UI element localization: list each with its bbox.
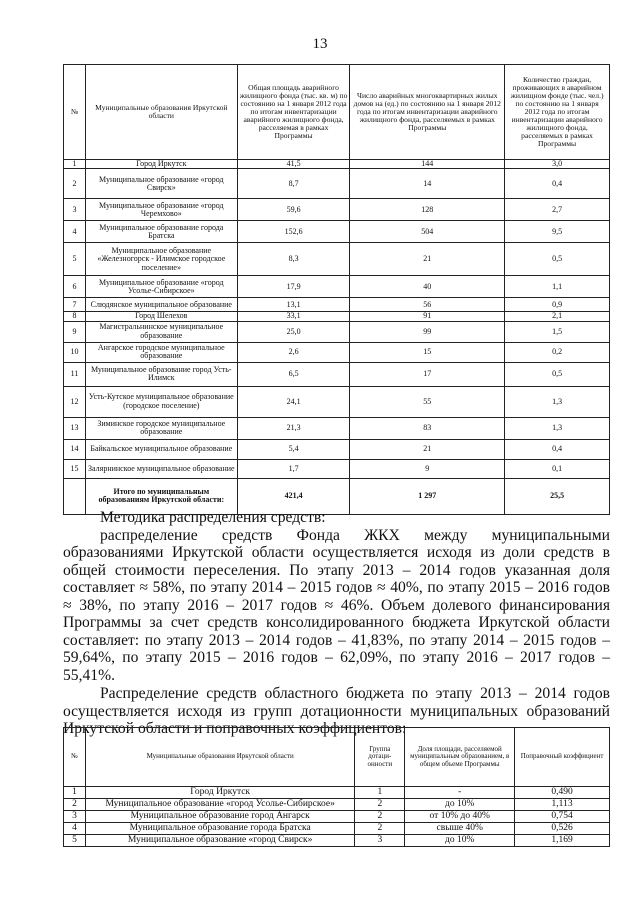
table-cell: 14 bbox=[64, 439, 86, 459]
table-cell: 15 bbox=[64, 459, 86, 478]
table-cell: 11 bbox=[64, 362, 86, 386]
table-cell: 55 bbox=[350, 386, 505, 417]
table-cell: 4 bbox=[64, 221, 86, 243]
table-cell: Город Шелехов bbox=[85, 312, 237, 321]
table-row bbox=[64, 811, 610, 823]
table-cell: 0,2 bbox=[505, 342, 610, 362]
table-cell: 83 bbox=[350, 417, 505, 439]
table-cell: до 10% bbox=[405, 835, 515, 847]
table-cell: 1,113 bbox=[515, 799, 610, 811]
table-cell: 0,526 bbox=[515, 823, 610, 835]
table-cell: Муниципальное образование «Железногорск - Илимское городское поселение» bbox=[85, 243, 237, 276]
table-cell: 128 bbox=[350, 199, 505, 221]
table-row bbox=[64, 439, 610, 459]
table-cell: 1,5 bbox=[505, 321, 610, 342]
table-row bbox=[64, 386, 610, 417]
table-row bbox=[64, 799, 610, 811]
table-cell: - bbox=[405, 787, 515, 799]
table-cell: 1,3 bbox=[505, 417, 610, 439]
table-row bbox=[64, 298, 610, 312]
table-cell: 21,3 bbox=[237, 417, 350, 439]
table-cell: 40 bbox=[350, 276, 505, 298]
table-cell: 1 bbox=[355, 787, 405, 799]
table-cell: Муниципальное образование города Братска bbox=[85, 823, 354, 835]
table-cell: Муниципальное образование «город Свирск» bbox=[85, 169, 237, 199]
table-cell: Залярнинское муниципальное образование bbox=[85, 459, 237, 478]
table-cell: 0,4 bbox=[505, 169, 610, 199]
table-cell: Муниципальное образование «город Усолье-Сибирское» bbox=[85, 276, 237, 298]
table-cell: 6,5 bbox=[237, 362, 350, 386]
table-row bbox=[64, 362, 610, 386]
table-cell: Муниципальное образование город Ангарск bbox=[85, 811, 354, 823]
header-cell: № bbox=[64, 65, 86, 160]
table-row bbox=[64, 221, 610, 243]
table-cell: 0,5 bbox=[505, 243, 610, 276]
table-cell: 12 bbox=[64, 386, 86, 417]
header-cell: Число аварийных многоквартирных жилых домов на (ед.) по состоянию на 1 января 2012 года по итогам инвентаризации аварийного жилищного фонда, расселяемых в рамках Программы bbox=[350, 65, 505, 160]
table-row bbox=[64, 321, 610, 342]
table-cell: 9,5 bbox=[505, 221, 610, 243]
total-cell: 25,5 bbox=[505, 478, 610, 514]
header-cell: № bbox=[64, 728, 86, 787]
table-row bbox=[64, 459, 610, 478]
header-cell: Муниципальные образования Иркутской области bbox=[85, 728, 354, 787]
table-cell: 4 bbox=[64, 823, 86, 835]
table-cell: Муниципальное образование «город Свирск» bbox=[85, 835, 354, 847]
table-cell: 99 bbox=[350, 321, 505, 342]
table-cell: 13 bbox=[64, 417, 86, 439]
header-cell: Поправочный коэффициент bbox=[515, 728, 610, 787]
table-cell: 5,4 bbox=[237, 439, 350, 459]
table-cell: 0,754 bbox=[515, 811, 610, 823]
table-cell: 2 bbox=[355, 811, 405, 823]
housing-table bbox=[63, 64, 610, 515]
table-cell: Город Иркутск bbox=[85, 160, 237, 169]
header-cell: Группа дотаци-онности bbox=[355, 728, 405, 787]
table-cell: Город Иркутск bbox=[85, 787, 354, 799]
table-row bbox=[64, 823, 610, 835]
table-row bbox=[64, 417, 610, 439]
table-cell: 24,1 bbox=[237, 386, 350, 417]
table-cell: 15 bbox=[350, 342, 505, 362]
table-cell: 1 bbox=[64, 160, 86, 169]
table-row bbox=[64, 312, 610, 321]
table-cell: 5 bbox=[64, 243, 86, 276]
table-cell: 504 bbox=[350, 221, 505, 243]
table-cell: 1,3 bbox=[505, 386, 610, 417]
table-row bbox=[64, 787, 610, 799]
table-cell: 1,1 bbox=[505, 276, 610, 298]
table-cell: 13,1 bbox=[237, 298, 350, 312]
total-cell: Итого по муниципальным образованиям Иркутской области: bbox=[85, 478, 237, 514]
table-row bbox=[64, 835, 610, 847]
table-row bbox=[64, 276, 610, 298]
table-cell: 56 bbox=[350, 298, 505, 312]
table-row bbox=[64, 169, 610, 199]
section-text bbox=[63, 509, 610, 738]
table-cell: 3 bbox=[64, 811, 86, 823]
total-cell: 421,4 bbox=[237, 478, 350, 514]
header-cell: Количество граждан, проживающих в аварийном жилищном фонде (тыс. чел.) по состоянию на 1 января 2012 года по итогам инвентаризации аварийного жилищного фонда, расселяемых в рамках Программы bbox=[505, 65, 610, 160]
page-number: 13 bbox=[312, 36, 328, 52]
table-cell: 21 bbox=[350, 439, 505, 459]
table-cell: 25,0 bbox=[237, 321, 350, 342]
table-cell: Слюдянское муниципальное образование bbox=[85, 298, 237, 312]
table-cell: 10 bbox=[64, 342, 86, 362]
table-cell: 1,7 bbox=[237, 459, 350, 478]
table-cell: 0,9 bbox=[505, 298, 610, 312]
table-cell: 0,490 bbox=[515, 787, 610, 799]
table-row bbox=[64, 342, 610, 362]
table-cell: 0,1 bbox=[505, 459, 610, 478]
table-cell: 17 bbox=[350, 362, 505, 386]
header-cell: Доля площади, расселяемой муниципальным образованием, в общем объеме Программы bbox=[405, 728, 515, 787]
table-cell: 2,6 bbox=[237, 342, 350, 362]
table-cell: 59,6 bbox=[237, 199, 350, 221]
coefficient-table bbox=[63, 727, 610, 847]
table-cell: 14 bbox=[350, 169, 505, 199]
table-cell: 3 bbox=[355, 835, 405, 847]
table-cell: 2 bbox=[355, 823, 405, 835]
table-row bbox=[64, 243, 610, 276]
table-cell: 8,7 bbox=[237, 169, 350, 199]
table-row bbox=[64, 160, 610, 169]
table-cell: 2,7 bbox=[505, 199, 610, 221]
table-cell: до 10% bbox=[405, 799, 515, 811]
table-cell: Муниципальное образование город Усть-Илимск bbox=[85, 362, 237, 386]
table-cell: 1 bbox=[64, 787, 86, 799]
table-cell: Байкальское муниципальное образование bbox=[85, 439, 237, 459]
table-cell: Магистральнинское муниципальное образование bbox=[85, 321, 237, 342]
table-cell: 2 bbox=[64, 799, 86, 811]
table-row bbox=[64, 199, 610, 221]
table-cell: 2 bbox=[64, 169, 86, 199]
table-cell: 2 bbox=[355, 799, 405, 811]
table-cell: Зиминское городское муниципальное образование bbox=[85, 417, 237, 439]
table-cell: Усть-Кутское муниципальное образование (городское поселение) bbox=[85, 386, 237, 417]
header-cell: Общая площадь аварийного жилищного фонда (тыс. кв. м) по состоянию на 1 января 2012 года по итогам инвентаризации аварийного жилищного фонда, расселяемая в рамках Программы bbox=[237, 65, 350, 160]
table-cell: 21 bbox=[350, 243, 505, 276]
table-cell: 8 bbox=[64, 312, 86, 321]
table-cell: 9 bbox=[350, 459, 505, 478]
header-cell: Муниципальные образования Иркутской области bbox=[85, 65, 237, 160]
total-cell: 1 297 bbox=[350, 478, 505, 514]
table-cell: 144 bbox=[350, 160, 505, 169]
paragraph-1: распределение средств Фонда ЖКХ между муниципальными образованиями Иркутской области осуществляется исходя из доли средств в общей стоимости переселения. По этапу 2013 – 2014 годов указанная доля составляет ≈ 58%, по этапу 2014 – 2015 годов ≈ 40%, по этапу 2015 – 2016 годов ≈ 38%, по этапу 2016 – 2017 годов ≈ 46%. Объем долевого финансирования Программы за счет средств консолидированного бюджета Иркутской области составляет: по этапу 2013 – 2014 годов – 41,83%, по этапу 2014 – 2015 годов – 59,64%, по этапу 2015 – 2016 годов – 62,09%, по этапу 2016 – 2017 годов – 55,41%. bbox=[63, 526, 610, 684]
table-cell: 0,5 bbox=[505, 362, 610, 386]
table-cell: от 10% до 40% bbox=[405, 811, 515, 823]
table-cell: свыше 40% bbox=[405, 823, 515, 835]
table-cell: 8,3 bbox=[237, 243, 350, 276]
table-cell: Ангарское городское муниципальное образование bbox=[85, 342, 237, 362]
table-cell: Муниципальное образование «город Усолье-Сибирское» bbox=[85, 799, 354, 811]
table-cell: 17,9 bbox=[237, 276, 350, 298]
table-cell: 152,6 bbox=[237, 221, 350, 243]
table-cell: 1,169 bbox=[515, 835, 610, 847]
table-cell: 6 bbox=[64, 276, 86, 298]
table-cell: 3 bbox=[64, 199, 86, 221]
table-cell: 2,1 bbox=[505, 312, 610, 321]
table-cell: 9 bbox=[64, 321, 86, 342]
table-cell: 41,5 bbox=[237, 160, 350, 169]
table-cell: Муниципальное образование города Братска bbox=[85, 221, 237, 243]
table-cell: 0,4 bbox=[505, 439, 610, 459]
table-cell: 5 bbox=[64, 835, 86, 847]
table-cell: 33,1 bbox=[237, 312, 350, 321]
section-heading: Методика распределения средств: bbox=[100, 509, 326, 526]
table-cell: 7 bbox=[64, 298, 86, 312]
table-cell: 91 bbox=[350, 312, 505, 321]
table-cell: Муниципальное образование «город Черемхово» bbox=[85, 199, 237, 221]
table-cell: 3,0 bbox=[505, 160, 610, 169]
paragraph-2: Распределение средств областного бюджета по этапу 2013 – 2014 годов осуществляется исходя из групп дотационности муниципальных образований Иркутской области и поправочных коэффициентов: bbox=[63, 685, 610, 737]
